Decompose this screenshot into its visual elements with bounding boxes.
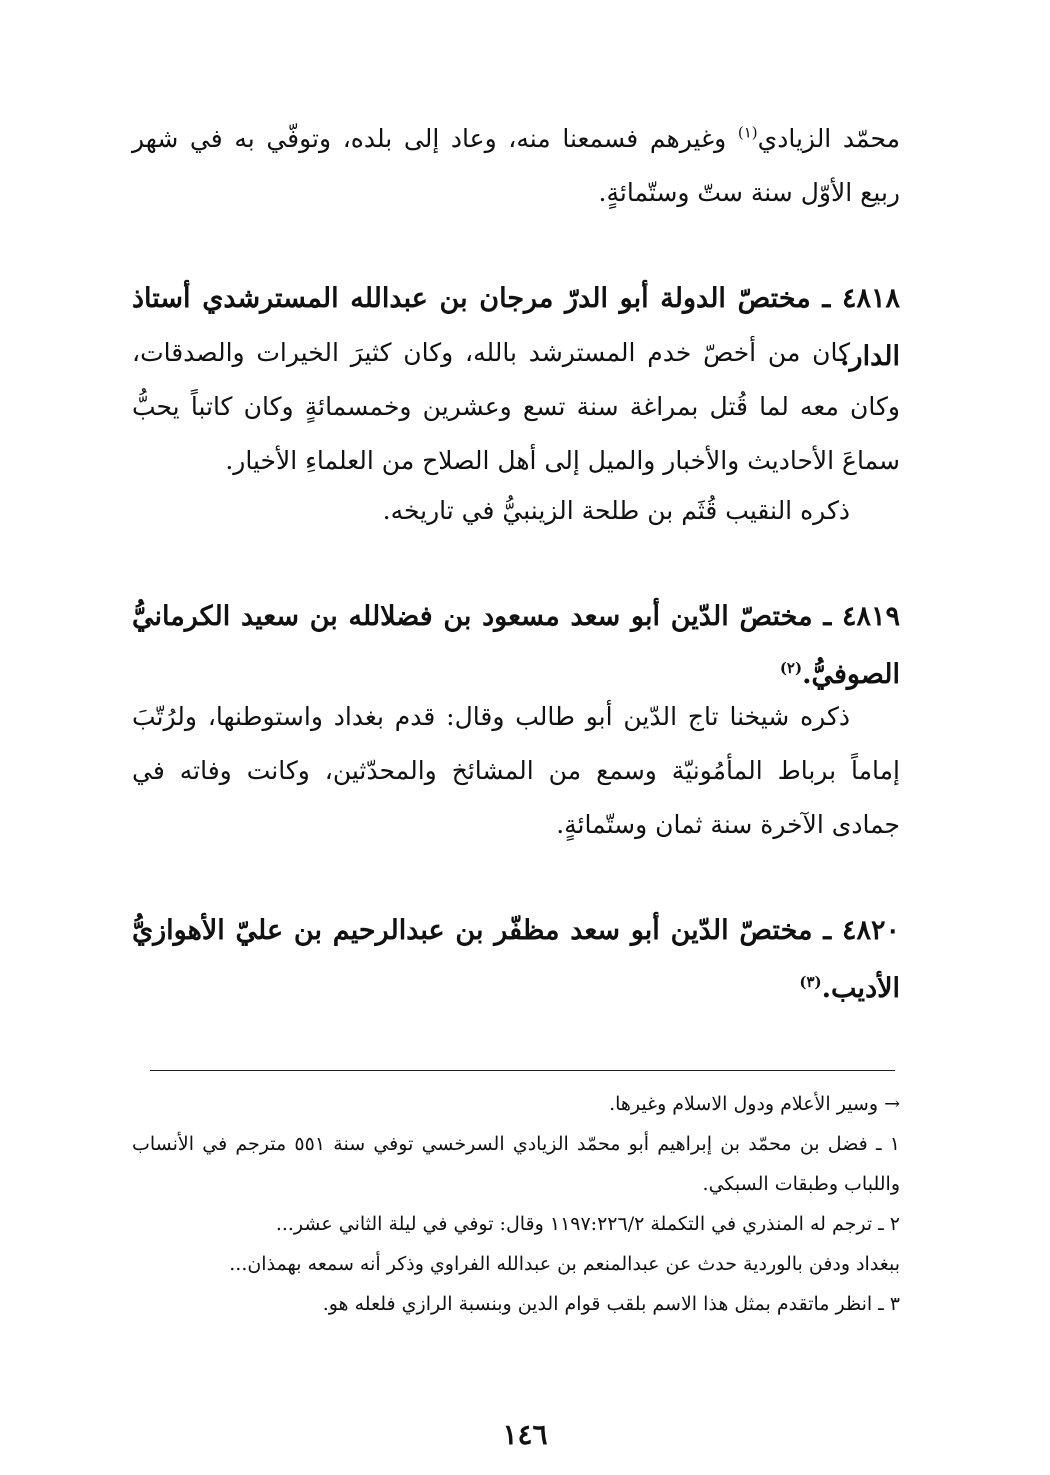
entry-title-4818: ٤٨١٨ ـ مختصّ الدولة أبو الدرّ مرجان بن عبدالله المسترشدي أستاذ الدار. bbox=[132, 283, 900, 372]
footnote-marker-2: (٢) bbox=[779, 659, 803, 677]
footnote-1: ١ ـ فضل بن محمّد بن إبراهيم أبو محمّد الزيادي السرخسي توفي سنة ٥٥١ مترجم في الأنساب واللباب وطبقات السبكي. bbox=[132, 1133, 900, 1195]
intro-text-start: محمّد الزيادي bbox=[757, 124, 901, 153]
footnote-marker-3: (٣) bbox=[799, 973, 822, 991]
entry-title-4819 bbox=[132, 588, 900, 704]
entry-title-4820 bbox=[132, 902, 900, 1018]
intro-paragraph bbox=[132, 112, 900, 220]
footnote-2-line-2: ببغداد ودفن بالوردية حدث عن عبدالمنعم بن عبدالله الفراوي وذكر أنه سمعه بهمذان... bbox=[229, 1253, 900, 1275]
entry-paragraph-4818-2: ذكره النقيب قُثَم بن طلحة الزينبيُّ في تاريخه. bbox=[382, 496, 850, 525]
entry-title-4819-text: ٤٨١٩ ـ مختصّ الدّين أبو سعد مسعود بن فضلالله بن سعيد الكرمانيُّ الصوفيُّ. bbox=[132, 601, 900, 690]
intro-text-rest: وغيرهم فسمعنا منه، وعاد إلى بلده، وتوفّي به في شهر ربيع bbox=[132, 124, 900, 207]
footnote-3: ٣ ـ انظر ماتقدم بمثل هذا الاسم بلقب قوام الدين وبنسبة الرازي فلعله هو. bbox=[322, 1293, 900, 1315]
footnote-separator bbox=[150, 1070, 895, 1071]
entry-paragraph-4819-1: ذكره شيخنا تاج الدّين أبو طالب وقال: قدم بغداد واستوطنها، ولرُتّبَ إماماً برباط المأمُونيّة وسمع من المشائخ والمحدّثين، وكانت وفاته في جمادى الآخرة سنة ثمان وستّمائةٍ. bbox=[132, 702, 900, 839]
footnote-marker-1: (١) bbox=[737, 123, 758, 142]
entry-title-4820-text: ٤٨٢٠ ـ مختصّ الدّين أبو سعد مظفّر بن عبدالرحيم بن عليّ الأهوازيُّ الأديب. bbox=[132, 915, 900, 1004]
footnote-continuation: → وسير الأعلام ودول الاسلام وغيرها. bbox=[609, 1093, 900, 1115]
intro-text-end: الأوّل سنة ستّ وستّمائةٍ. bbox=[598, 178, 853, 207]
footnotes bbox=[132, 1084, 900, 1324]
footnote-2-line-1: ٢ ـ ترجم له المنذري في التكملة ١١٩٧:٢٢٦/٢ وقال: توفي في ليلة الثاني عشر... bbox=[275, 1213, 900, 1235]
entry-paragraph-4818-1: كان من أخصّ خدم المسترشد بالله، وكان كثيرَ الخيرات والصدقات، وكان معه لما قُتل بمراغة سنة تسع وعشرين وخمسمائةٍ وكان كاتباً يحبُّ سماعَ الأحاديث والأخبار والميل إلى أهل الصلاح من العلماءِ الأخيار. bbox=[132, 338, 900, 475]
page-number: ١٤٦ bbox=[502, 1418, 548, 1451]
